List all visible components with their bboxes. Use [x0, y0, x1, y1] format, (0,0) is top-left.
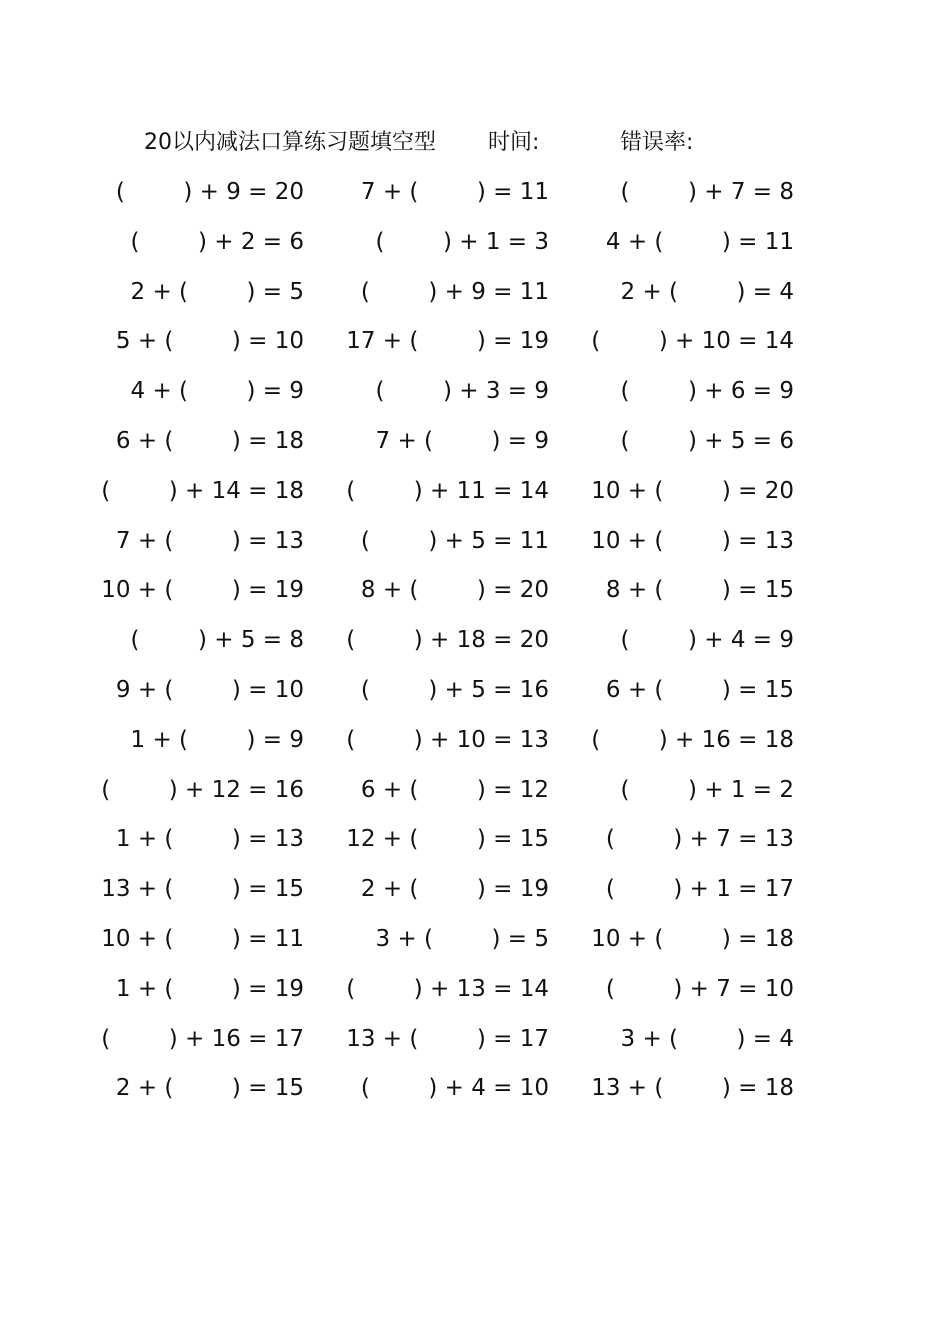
problem-item: 6 + ( ) = 15 [605, 676, 794, 703]
problem-item: ( ) + 7 = 8 [620, 179, 794, 205]
problem-item: 8 + ( ) = 15 [605, 577, 794, 604]
problem-item: 2 + ( ) = 5 [130, 278, 304, 305]
problem-item: 12 + ( ) = 15 [346, 826, 549, 853]
problem-item: ( ) + 5 = 11 [360, 527, 549, 554]
problem-row [0, 770, 950, 820]
problem-item: ( ) + 16 = 18 [591, 726, 794, 753]
problem-item: 1 + ( ) = 9 [130, 726, 304, 753]
problem-item: ( ) + 10 = 13 [346, 726, 549, 753]
problem-item: ( ) + 3 = 9 [375, 378, 549, 405]
problem-item: 10 + ( ) = 18 [591, 925, 794, 952]
problem-row [0, 1019, 950, 1069]
worksheet-header [0, 125, 950, 161]
problem-item: ( ) + 16 = 17 [101, 1025, 304, 1052]
problem-item: ( ) + 11 = 14 [346, 477, 549, 504]
problem-item: ( ) + 1 = 3 [375, 228, 549, 255]
problem-item: 2 + ( ) = 19 [360, 876, 549, 903]
problem-row [0, 272, 950, 322]
problem-item: ( ) + 6 = 9 [620, 378, 794, 405]
problem-item: 2 + ( ) = 15 [115, 1075, 304, 1102]
problem-row [0, 321, 950, 371]
problem-item: ( ) + 1 = 2 [620, 776, 794, 803]
problem-row [0, 670, 950, 720]
problem-row [0, 620, 950, 670]
problem-item: 9 + ( ) = 10 [115, 676, 304, 703]
time-label: 时间: [488, 130, 540, 155]
problem-item: 10 + ( ) = 11 [101, 925, 304, 952]
problem-item: ( ) + 4 = 9 [620, 627, 794, 654]
problem-item: ( ) + 14 = 18 [101, 477, 304, 504]
problem-row [0, 869, 950, 919]
problem-item: ( ) + 10 = 14 [591, 328, 794, 355]
problem-item: 6 + ( ) = 12 [360, 776, 549, 803]
problem-item: ( ) + 9 = 20 [115, 179, 304, 205]
problem-item: 10 + ( ) = 20 [591, 477, 794, 504]
problem-row [0, 471, 950, 521]
problem-row [0, 172, 950, 222]
problem-item: ( ) + 5 = 8 [130, 627, 304, 654]
problem-row [0, 421, 950, 471]
problem-item: ( ) + 7 = 13 [605, 826, 794, 853]
problem-item: 1 + ( ) = 19 [115, 975, 304, 1002]
problem-item: 7 + ( ) = 13 [115, 527, 304, 554]
problem-item: 13 + ( ) = 17 [346, 1025, 549, 1052]
problem-item: 17 + ( ) = 19 [346, 328, 549, 355]
problem-item: 4 + ( ) = 9 [130, 378, 304, 405]
problem-row [0, 819, 950, 869]
problem-item: 10 + ( ) = 19 [101, 577, 304, 604]
problem-item: 8 + ( ) = 20 [360, 577, 549, 604]
problem-item: ( ) + 7 = 10 [605, 975, 794, 1002]
problem-item: ( ) + 2 = 6 [130, 228, 304, 255]
problem-item: ( ) + 18 = 20 [346, 627, 549, 654]
problem-item: 6 + ( ) = 18 [115, 427, 304, 454]
problem-row [0, 1068, 950, 1118]
worksheet-title: 20以内减法口算练习题填空型 [144, 130, 436, 155]
problem-item: ( ) + 4 = 10 [360, 1075, 549, 1102]
problem-item: ( ) + 9 = 11 [360, 278, 549, 305]
problem-item: ( ) + 5 = 16 [360, 676, 549, 703]
problem-grid [0, 172, 950, 1118]
problem-item: 7 + ( ) = 9 [375, 427, 549, 454]
problem-row [0, 570, 950, 620]
problem-row [0, 222, 950, 272]
problem-row [0, 720, 950, 770]
problem-item: 10 + ( ) = 13 [591, 527, 794, 554]
problem-item: 2 + ( ) = 4 [620, 278, 794, 305]
problem-item: ( ) + 1 = 17 [605, 876, 794, 903]
problem-item: ( ) + 5 = 6 [620, 427, 794, 454]
problem-item: ( ) + 13 = 14 [346, 975, 549, 1002]
problem-item: 5 + ( ) = 10 [115, 328, 304, 355]
problem-item: 13 + ( ) = 18 [591, 1075, 794, 1102]
problem-row [0, 521, 950, 571]
problem-item: 4 + ( ) = 11 [605, 228, 794, 255]
problem-row [0, 919, 950, 969]
error-rate-label: 错误率: [620, 130, 694, 155]
problem-item: 3 + ( ) = 4 [620, 1025, 794, 1052]
problem-row [0, 371, 950, 421]
problem-item: 3 + ( ) = 5 [375, 925, 549, 952]
problem-item: 7 + ( ) = 11 [360, 179, 549, 205]
problem-row [0, 969, 950, 1019]
problem-item: ( ) + 12 = 16 [101, 776, 304, 803]
problem-item: 13 + ( ) = 15 [101, 876, 304, 903]
problem-item: 1 + ( ) = 13 [115, 826, 304, 853]
